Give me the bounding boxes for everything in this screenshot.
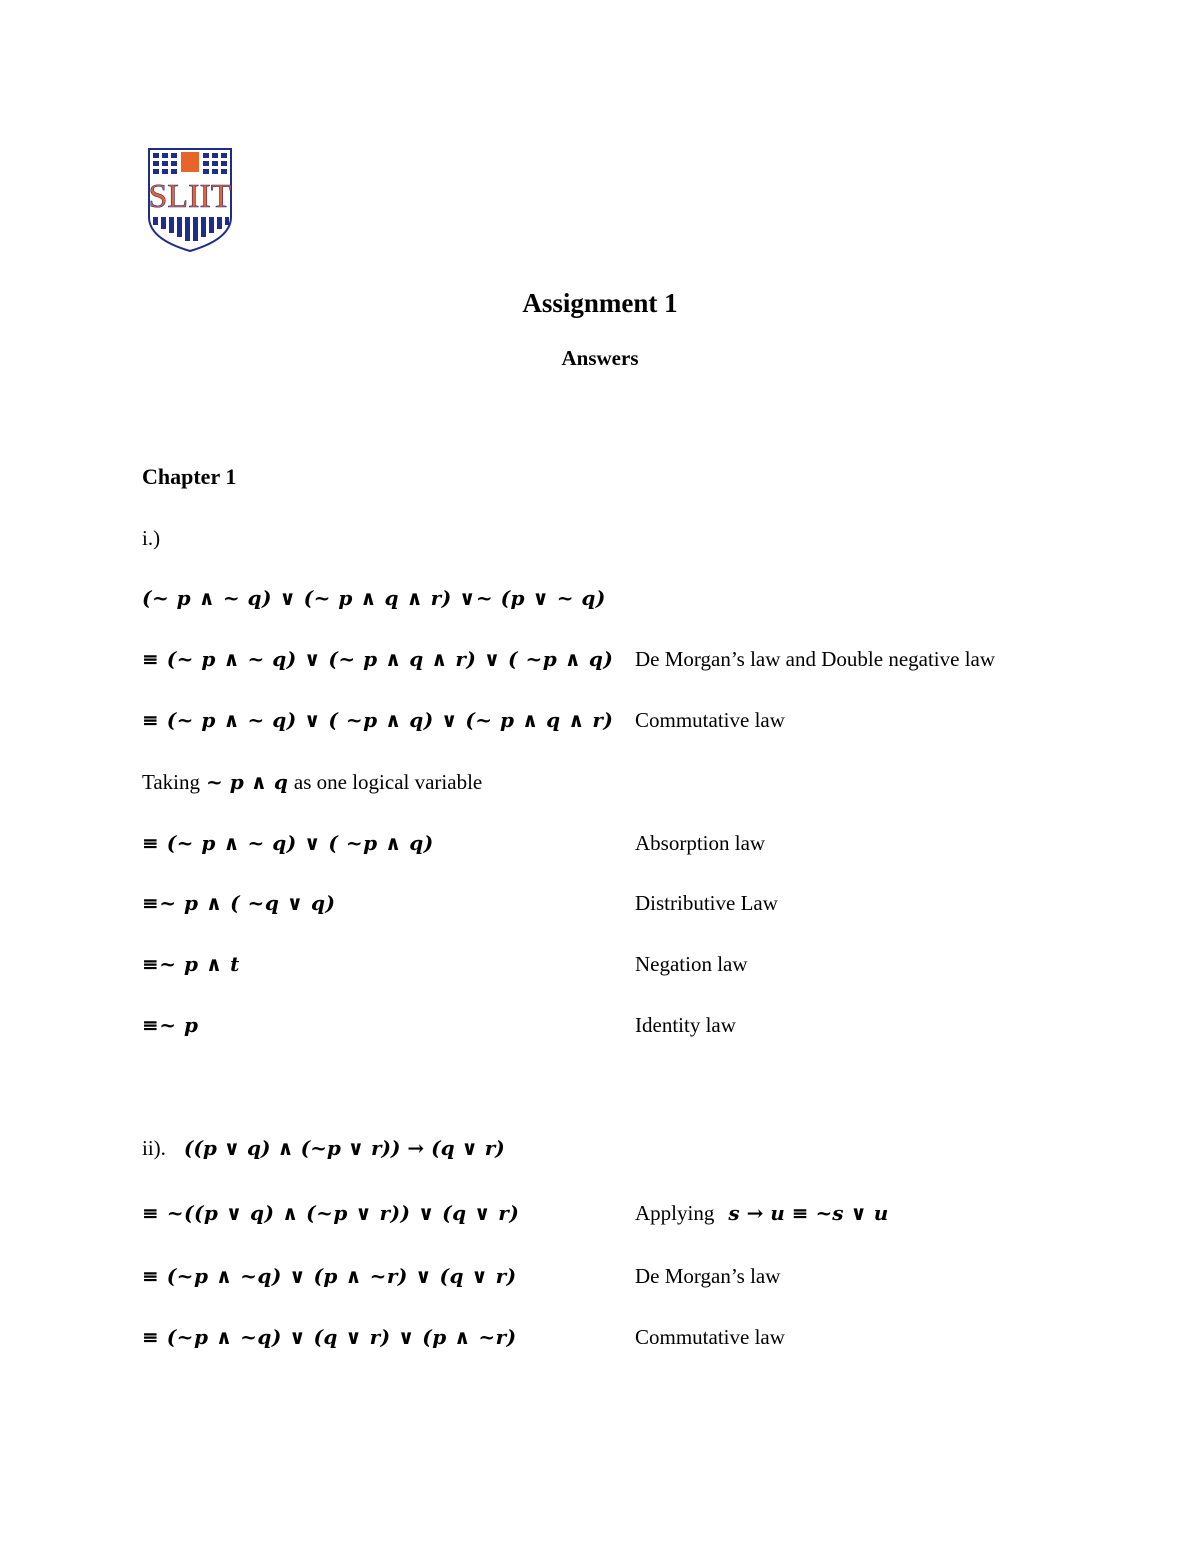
part-i-step-1-expression: ≡ (~ p ∧ ~ q) ∨ (~ p ∧ q ∧ r) ∨ ( ~p ∧ q) (142, 647, 614, 671)
part-i-step-6-reason: Identity law (635, 1013, 736, 1037)
part-i-expression: (~ p ∧ ~ q) ∨ (~ p ∧ q ∧ r) ∨~ (p ∨ ~ q) (142, 586, 606, 610)
note-expression: ~ p ∧ q (206, 770, 288, 794)
part-ii-step-2-expression: ≡ (~p ∧ ~q) ∨ (p ∧ ~r) ∨ (q ∨ r) (142, 1264, 517, 1288)
part-i-step-5-expression: ≡~ p ∧ t (142, 952, 240, 976)
part-i-step-2-reason: Commutative law (635, 708, 785, 732)
chapter-heading: Chapter 1 (142, 464, 237, 489)
part-i-step-5-reason: Negation law (635, 952, 748, 976)
part-ii-step-3-expression: ≡ (~p ∧ ~q) ∨ (q ∨ r) ∨ (p ∧ ~r) (142, 1325, 517, 1349)
part-ii-expression: ((p ∨ q) ∧ (~p ∨ r)) → (q ∨ r) (183, 1136, 505, 1160)
part-i-step-4-reason: Distributive Law (635, 891, 778, 915)
sliit-logo (147, 147, 233, 253)
note-after: as one logical variable (293, 770, 483, 794)
part-i-label: i.) (142, 526, 161, 550)
document-subtitle: Answers (561, 346, 639, 370)
part-ii-step-1-expression: ≡ ~((p ∨ q) ∧ (~p ∨ r)) ∨ (q ∨ r) (142, 1201, 520, 1225)
part-ii-step-1-reason-text: Applying (635, 1201, 715, 1225)
part-i-step-6-expression: ≡~ p (142, 1013, 199, 1037)
document-title: Assignment 1 (522, 288, 678, 318)
part-ii-line (142, 1136, 505, 1161)
part-i-note (142, 770, 482, 795)
part-i-step-2-expression: ≡ (~ p ∧ ~ q) ∨ ( ~p ∧ q) ∨ (~ p ∧ q ∧ r) (142, 708, 614, 732)
part-i-step-3-expression: ≡ (~ p ∧ ~ q) ∨ ( ~p ∧ q) (142, 831, 434, 855)
part-ii-step-1-reason (635, 1201, 888, 1226)
svg-text:SLIIT: SLIIT (148, 178, 232, 215)
part-ii-step-1-reason-expression: s → u ≡ ~s ∨ u (728, 1201, 889, 1225)
part-i-step-3-reason: Absorption law (635, 831, 766, 855)
part-i-step-1-reason: De Morgan’s law and Double negative law (635, 647, 996, 671)
part-i-step-4-expression: ≡~ p ∧ ( ~q ∨ q) (142, 891, 336, 915)
note-before: Taking (142, 770, 201, 794)
part-ii-step-3-reason: Commutative law (635, 1325, 785, 1349)
part-ii-step-2-reason: De Morgan’s law (635, 1264, 781, 1288)
part-ii-label: ii). (142, 1136, 166, 1160)
